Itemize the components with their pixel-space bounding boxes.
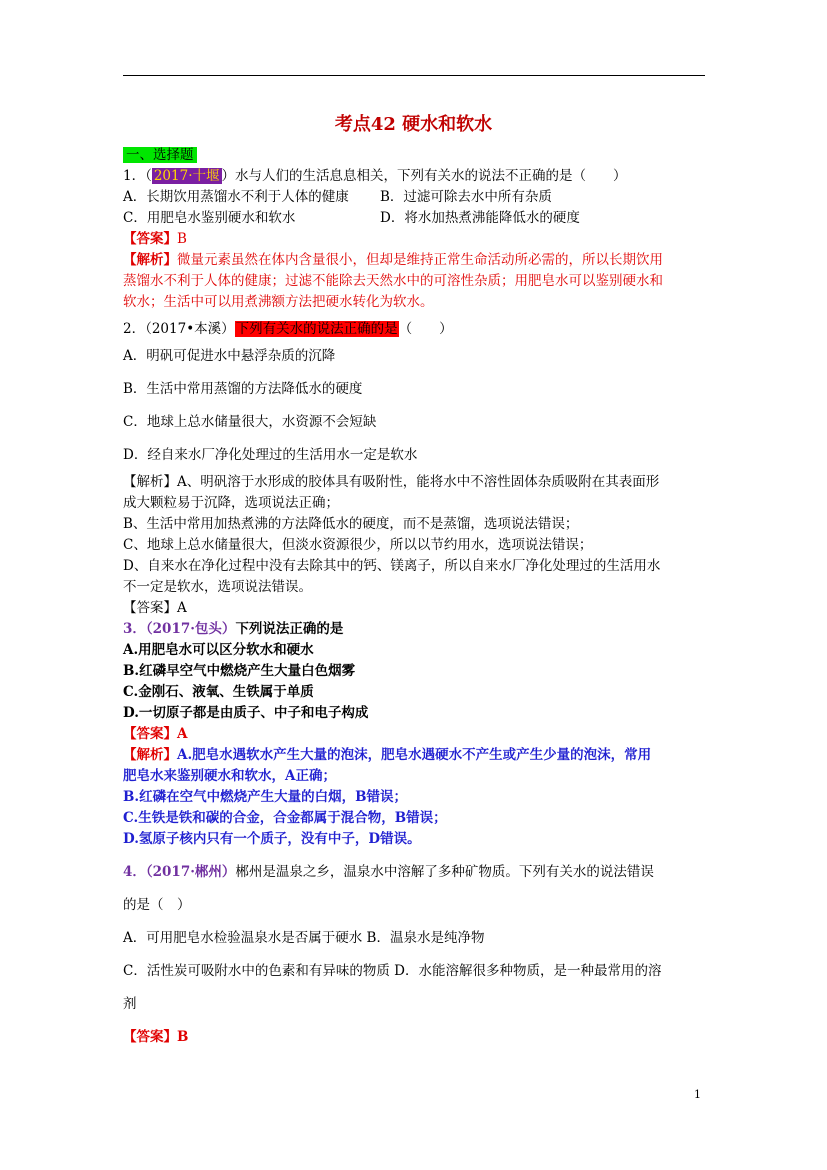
q3-answer: 【答案】A	[123, 726, 188, 742]
q2-option-d: D．经自来水厂净化处理过的生活用水一定是软水	[123, 447, 418, 463]
q4-options-cd: C．活性炭可吸附水中的色素和有异味的物质 D．水能溶解很多种物质，是一种最常用的溶	[123, 963, 662, 979]
page-number: 1	[694, 1088, 701, 1101]
q2-option-c: C．地球上总水储量很大，水资源不会短缺	[123, 414, 377, 430]
q2-explanation-3: B、生活中常用加热煮沸的方法降低水的硬度，而不是蒸馏，选项说法错误；	[123, 516, 579, 532]
q3-option-b: B.红磷早空气中燃烧产生大量白色烟雾	[123, 663, 356, 679]
q4-source: 4．（2017·郴州）	[123, 864, 236, 880]
q3-option-d: D.一切原子都是由质子、中子和电子构成	[123, 705, 369, 721]
q1-explanation-2: 蒸馏水不利于人体的健康；过滤不能除去天然水中的可溶性杂质；用肥皂水可以鉴别硬水和	[123, 273, 663, 289]
q2-answer: 【答案】A	[123, 600, 187, 616]
q4-options-ab: A．可用肥皂水检验温泉水是否属于硬水 B．温泉水是纯净物	[123, 930, 485, 946]
q1-source: 2017·十堰	[153, 168, 220, 184]
q3-explanation-3: B.红磷在空气中燃烧产生大量的白烟，B错误；	[123, 789, 408, 805]
q4-options-d-cont: 剂	[123, 996, 137, 1012]
q3-stem: 3．（2017·包头）下列说法正确的是	[123, 621, 344, 637]
q2-explanation-6: 不一定是软水，选项说法错误。	[123, 579, 312, 595]
document-body	[123, 145, 713, 1054]
q4-stem-1: 4．（2017·郴州）郴州是温泉之乡，温泉水中溶解了多种矿物质。下列有关水的说法错误	[123, 864, 654, 880]
q1-answer: 【答案】B	[123, 231, 187, 247]
q3-option-c: C.金刚石、液氧、生铁属于单质	[123, 684, 314, 700]
q3-explanation-1: 【解析】A.肥皂水遇软水产生大量的泡沫，肥皂水遇硬水不产生或产生少量的泡沫，常用	[123, 747, 652, 763]
page-title: 考点42 硬水和软水	[334, 114, 493, 135]
q2-option-b: B．生活中常用蒸馏的方法降低水的硬度	[123, 381, 363, 397]
q1-stem: 1．（ 2017·十堰 ）水与人们的生活息息相关，下列有关水的说法不正确的是（ ）	[123, 168, 627, 184]
q1-options-ab: A．长期饮用蒸馏水不利于人体的健康 B．过滤可除去水中所有杂质	[123, 189, 552, 205]
q3-explanation-5: D.氢原子核内只有一个质子，没有中子，D错误。	[123, 831, 421, 847]
q2-explanation-4: C、地球上总水储量很大，但淡水资源很少，所以以节约用水，选项说法错误；	[123, 537, 593, 553]
header-rule	[123, 75, 705, 76]
section-heading: 一、选择题	[123, 145, 713, 166]
q3-explanation-2: 肥皂水来鉴别硬水和软水，A正确；	[123, 768, 336, 784]
q2-explanation-5: D、自来水在净化过程中没有去除其中的钙、镁离子，所以自来水厂净化处理过的生活用水	[123, 558, 661, 574]
q2-explanation-1: 【解析】A、明矾溶于水形成的胶体具有吸附性，能将水中不溶性固体杂质吸附在其表面形	[123, 474, 660, 490]
q2-option-a: A．明矾可促进水中悬浮杂质的沉降	[123, 348, 336, 364]
q3-option-a: A.用肥皂水可以区分软水和硬水	[123, 642, 314, 658]
q1-explanation-3: 软水；生活中可以用煮沸额方法把硬水转化为软水。	[123, 294, 434, 310]
q4-answer: 【答案】B	[123, 1029, 189, 1045]
q2-explanation-2: 成大颗粒易于沉降，选项说法正确；	[123, 495, 339, 511]
q1-options-cd: C．用肥皂水鉴别硬水和软水 D．将水加热煮沸能降低水的硬度	[123, 210, 580, 226]
q4-stem-2: 的是（ ）	[123, 897, 191, 913]
q3-explanation-4: C.生铁是铁和碳的合金，合金都属于混合物，B错误；	[123, 810, 447, 826]
q3-source: （2017·包头）	[145, 621, 236, 637]
q1-explanation-1: 【解析】微量元素虽然在体内含量很小，但却是维持正常生命活动所必需的，所以长期饮用	[123, 252, 663, 268]
q2-stem: 2．（2017•本溪）下列有关水的说法正确的是（ ）	[123, 321, 453, 337]
q2-stem-highlight: 下列有关水的说法正确的是	[235, 321, 398, 337]
